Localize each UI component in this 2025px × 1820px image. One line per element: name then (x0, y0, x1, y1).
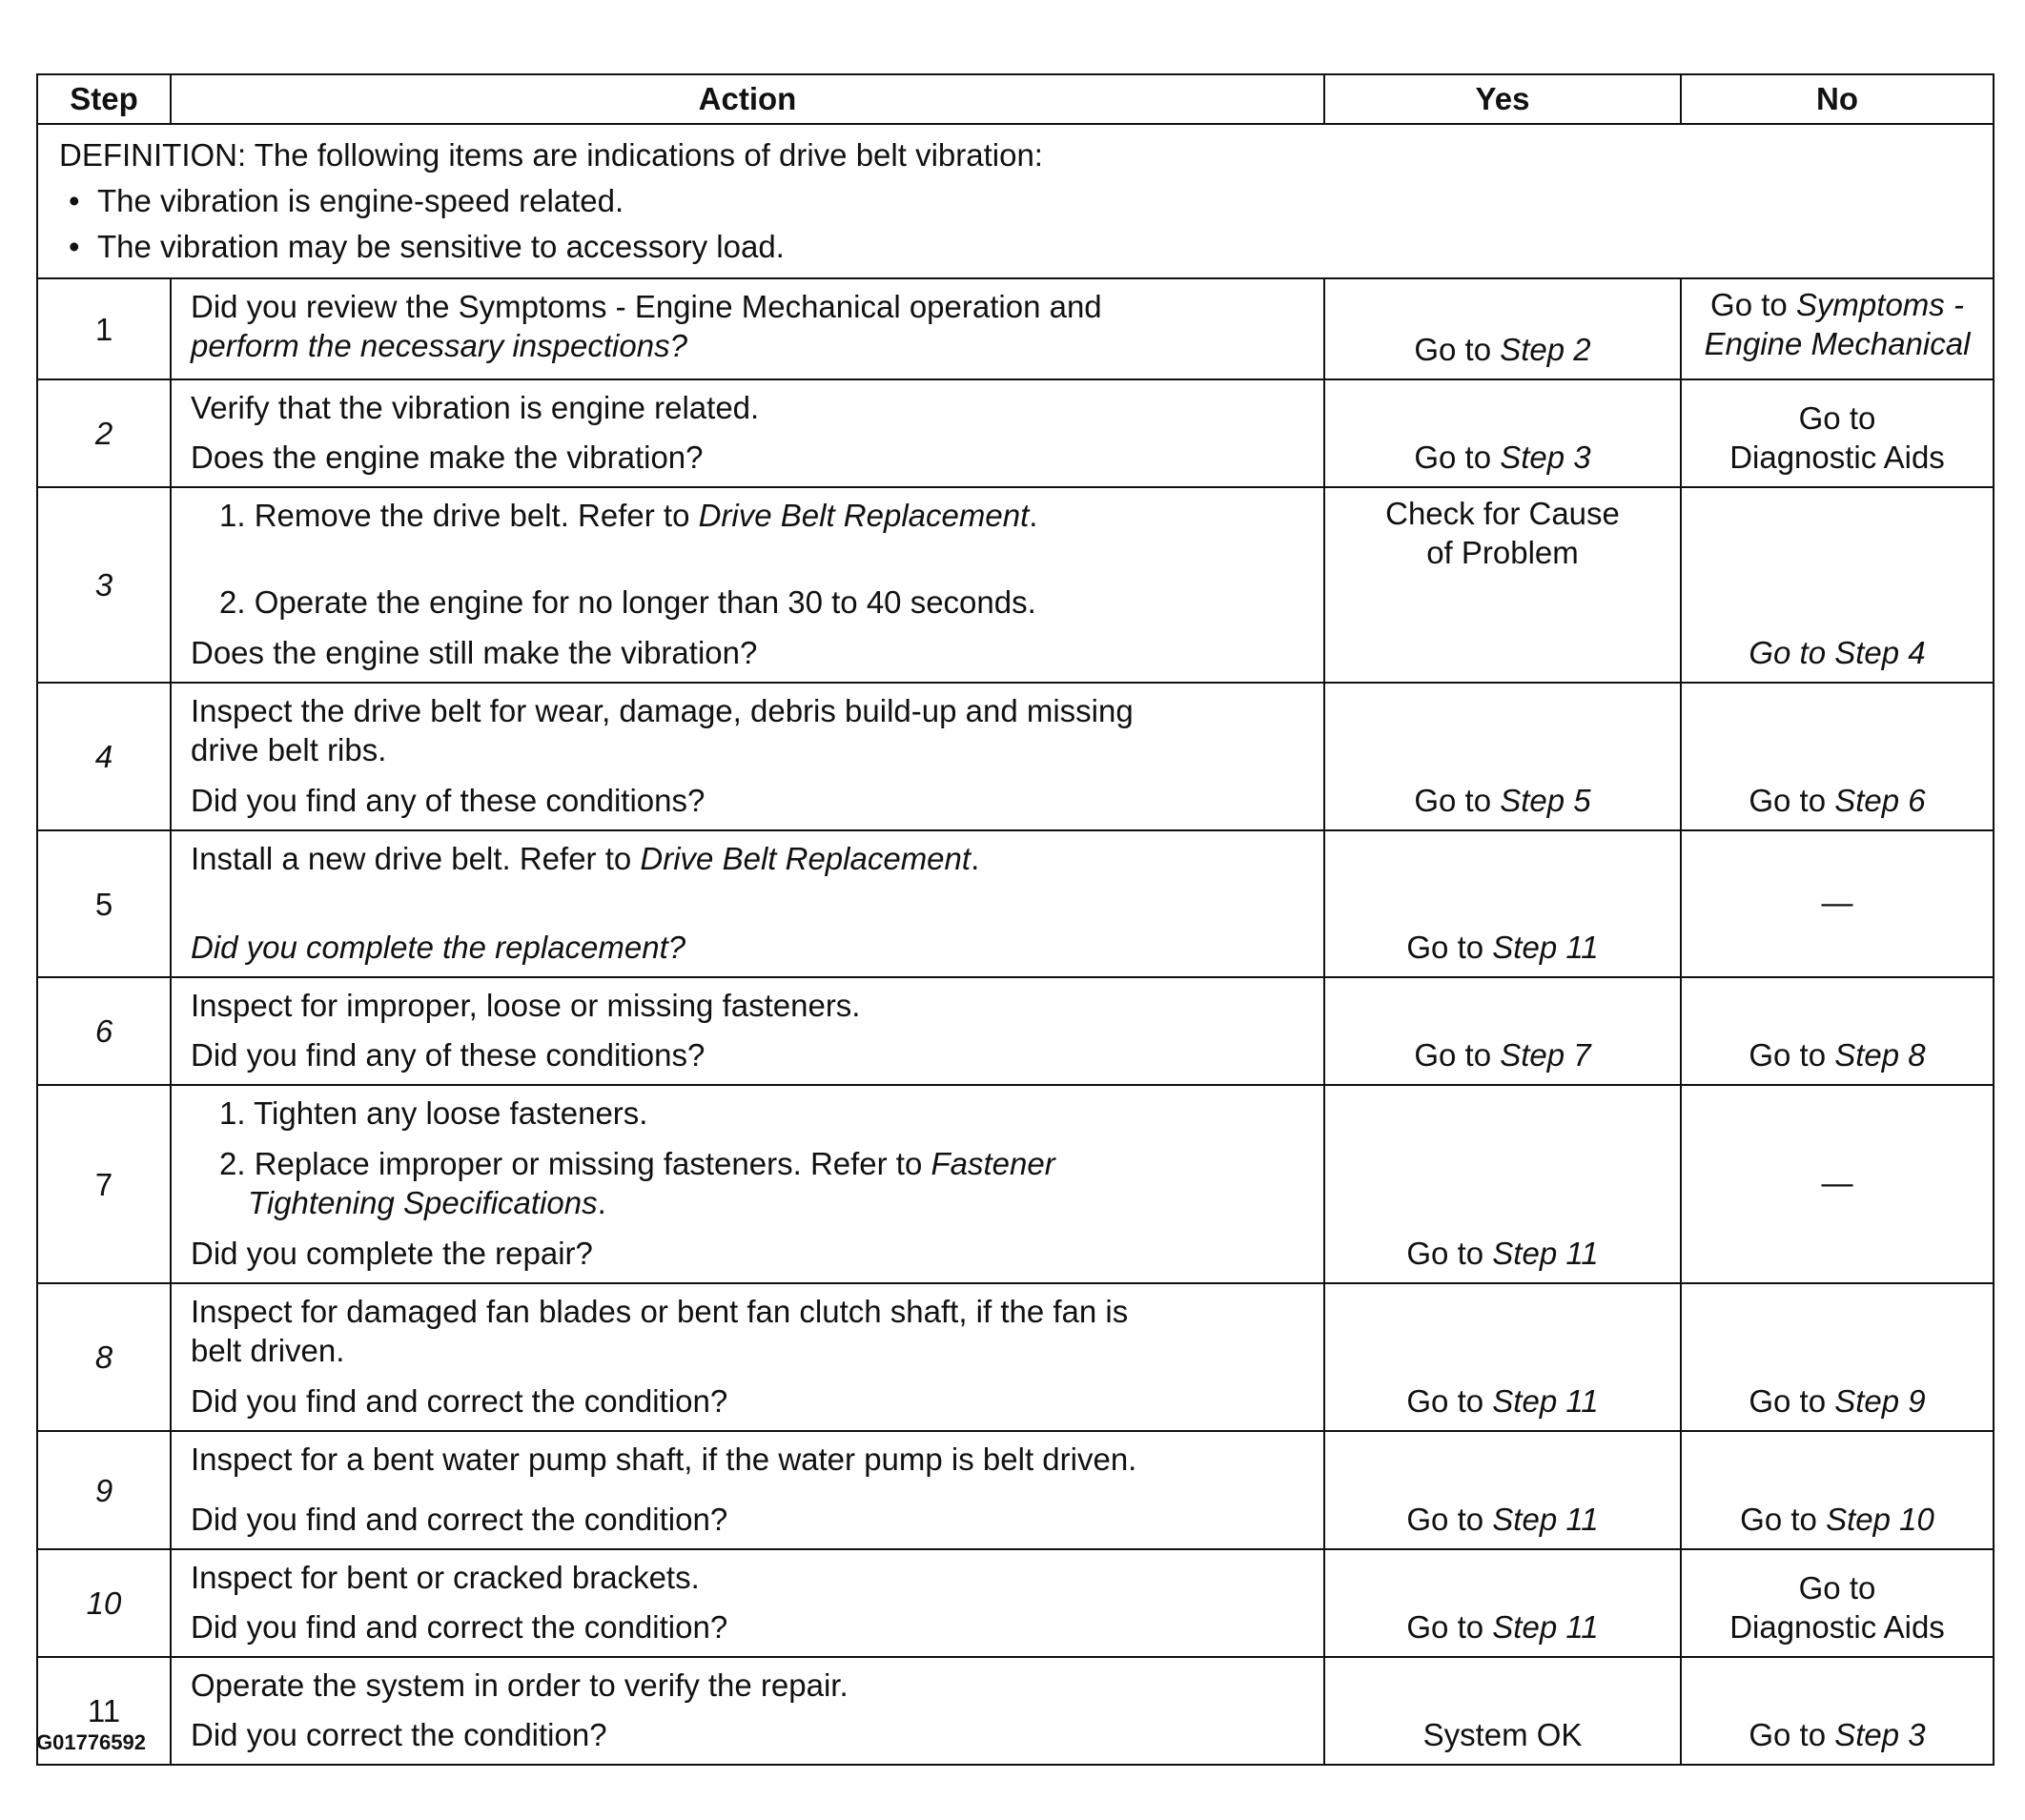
table-row (37, 1431, 1994, 1549)
table-row (37, 487, 1994, 683)
no-prefix: Go to (1749, 783, 1835, 818)
no-cell (1681, 1283, 1994, 1431)
definition-row (37, 124, 1994, 278)
definition-bullet: • The vibration is engine-speed related. (59, 178, 1972, 224)
yes-step-link[interactable]: Step 11 (1492, 1236, 1599, 1271)
yes-prefix: Go to (1406, 1236, 1493, 1271)
action-text: perform the necessary inspections? (191, 328, 687, 363)
action-cell (171, 1283, 1324, 1431)
step-number: 2 (37, 379, 171, 487)
action-question: Did you correct the condition? (191, 1717, 607, 1752)
action-cell (171, 1431, 1324, 1549)
no-prefix: Go to (1749, 1037, 1835, 1073)
action-list-item: 1. Tighten any loose fasteners. (219, 1095, 648, 1131)
no-step-link[interactable]: Step 9 (1834, 1383, 1926, 1419)
no-cell (1681, 1549, 1994, 1657)
step-number: 6 (37, 977, 171, 1085)
no-cell (1681, 683, 1994, 830)
no-cell (1681, 1431, 1994, 1549)
no-prefix: Go to (1710, 287, 1796, 322)
table-row (37, 1283, 1994, 1431)
action-text: belt driven. (191, 1333, 345, 1368)
no-step-link[interactable]: Step 4 (1834, 635, 1926, 670)
yes-cell: System OK (1324, 1657, 1681, 1765)
header-action: Action (171, 74, 1324, 124)
yes-prefix: Go to (1414, 332, 1501, 367)
header-row (37, 74, 1994, 124)
yes-step-link[interactable]: Step 2 (1500, 332, 1591, 367)
action-question: Did you find and correct the condition? (191, 1609, 728, 1645)
yes-cell (1324, 1549, 1681, 1657)
no-prefix: Go to (1749, 635, 1835, 670)
action-text: drive belt ribs. (191, 732, 387, 767)
yes-cell (1324, 1085, 1681, 1283)
table-row (37, 278, 1994, 379)
no-step-link[interactable]: Step 8 (1834, 1037, 1926, 1073)
yes-step-link[interactable]: Step 11 (1492, 1609, 1599, 1645)
step-number: 11 (37, 1657, 171, 1765)
step-number: 10 (37, 1549, 171, 1657)
action-list-item: 1. Remove the drive belt. Refer to Drive Belt Replacement. (219, 498, 1038, 533)
no-symptoms-link[interactable]: Engine Mechanical (1704, 326, 1971, 361)
yes-step-link[interactable]: Step 11 (1492, 930, 1599, 965)
yes-step-link[interactable]: Step 11 (1492, 1502, 1599, 1537)
action-text: Did you review the Symptoms - Engine Mechanical operation and (191, 289, 1102, 324)
yes-cell (1324, 487, 1681, 683)
action-cell (171, 1085, 1324, 1283)
no-step-link[interactable]: Step 10 (1826, 1502, 1934, 1537)
action-cell: Install a new drive belt. Refer to Drive Belt Replacement. Did you complete the replacement? (171, 830, 1324, 977)
yes-cell (1324, 830, 1681, 977)
yes-cell (1324, 683, 1681, 830)
definition-text: DEFINITION: The following items are indications of drive belt vibration: (59, 137, 1043, 173)
no-symptoms-link[interactable]: Symptoms - (1795, 287, 1964, 322)
action-cell (171, 1657, 1324, 1765)
procedure-link[interactable]: Fastener (931, 1146, 1055, 1181)
procedure-link[interactable]: Drive Belt Replacement (698, 498, 1030, 533)
no-diagnostic-aids-link[interactable]: Diagnostic Aids (1729, 1609, 1945, 1645)
yes-cell (1324, 1431, 1681, 1549)
action-cell (171, 683, 1324, 830)
yes-step-link[interactable]: Step 5 (1500, 783, 1591, 818)
no-cell (1681, 977, 1994, 1085)
action-cell (171, 487, 1324, 683)
step-number: 7 (37, 1085, 171, 1283)
action-text: Inspect for a bent water pump shaft, if the water pump is belt driven. (191, 1442, 1137, 1477)
no-cell (1681, 379, 1994, 487)
no-step-link[interactable]: Step 6 (1834, 783, 1926, 818)
yes-prefix: Go to (1406, 1383, 1493, 1419)
yes-text: Check for Cause (1385, 496, 1620, 531)
action-cell (171, 1549, 1324, 1657)
yes-cell (1324, 379, 1681, 487)
no-cell: — (1681, 1085, 1994, 1283)
table-row (37, 977, 1994, 1085)
table-row (37, 683, 1994, 830)
action-question: Did you find and correct the condition? (191, 1383, 728, 1419)
action-text: Verify that the vibration is engine related. (191, 390, 760, 425)
table-row (37, 379, 1994, 487)
no-cell: — (1681, 830, 1994, 977)
action-question: Did you complete the repair? (191, 1236, 593, 1271)
action-cell (171, 977, 1324, 1085)
yes-prefix: Go to (1406, 1609, 1493, 1645)
action-text: Inspect for improper, loose or missing fasteners. (191, 988, 861, 1023)
diagnostic-table-page (36, 73, 1993, 1766)
no-prefix: Go to (1740, 1502, 1827, 1537)
yes-step-link[interactable]: Step 7 (1500, 1037, 1591, 1073)
yes-prefix: Go to (1414, 1037, 1501, 1073)
no-text: Go to (1798, 400, 1876, 436)
header-no: No (1681, 74, 1994, 124)
yes-step-link[interactable]: Step 3 (1500, 440, 1591, 475)
action-question: Did you find and correct the condition? (191, 1502, 728, 1537)
step-number: 5 (37, 830, 171, 977)
action-text: Inspect the drive belt for wear, damage, debris build-up and missing (191, 693, 1134, 728)
definition-cell (37, 124, 1994, 278)
no-cell (1681, 487, 1994, 683)
yes-prefix: Go to (1406, 930, 1493, 965)
no-prefix: Go to (1749, 1383, 1835, 1419)
no-text: Go to (1798, 1570, 1876, 1605)
step-number: 1 (37, 278, 171, 379)
yes-step-link[interactable]: Step 11 (1492, 1383, 1599, 1419)
yes-cell (1324, 1283, 1681, 1431)
table-row (37, 1085, 1994, 1283)
no-step-link[interactable]: Step 3 (1834, 1717, 1926, 1752)
drive-belt-vibration-table (36, 73, 1994, 1766)
action-question: Did you find any of these conditions? (191, 783, 706, 818)
yes-prefix: Go to (1406, 1502, 1493, 1537)
action-text: Install a new drive belt. Refer to (191, 841, 641, 876)
no-cell (1681, 1657, 1994, 1765)
action-question: Did you complete the replacement? (191, 930, 686, 965)
step-number: 4 (37, 683, 171, 830)
table-row (37, 1549, 1994, 1657)
yes-text: of Problem (1426, 535, 1579, 570)
no-diagnostic-aids-link[interactable]: Diagnostic Aids (1729, 440, 1945, 475)
procedure-link[interactable]: Tightening Specifications (248, 1185, 598, 1220)
action-text: Operate the system in order to verify the repair. (191, 1667, 849, 1703)
step-number: 9 (37, 1431, 171, 1549)
no-cell (1681, 278, 1994, 379)
action-text: Inspect for bent or cracked brackets. (191, 1560, 700, 1595)
yes-prefix: Go to (1414, 783, 1501, 818)
action-question: Does the engine still make the vibration? (191, 635, 758, 670)
step-number: 3 (37, 487, 171, 683)
yes-cell (1324, 278, 1681, 379)
table-row (37, 1657, 1994, 1765)
action-text: Inspect for damaged fan blades or bent fan clutch shaft, if the fan is (191, 1294, 1129, 1329)
yes-cell (1324, 977, 1681, 1085)
no-prefix: Go to (1749, 1717, 1835, 1752)
figure-id: G01776592 (36, 1730, 146, 1754)
yes-prefix: Go to (1414, 440, 1501, 475)
action-list-item: 2. Operate the engine for no longer than 30 to 40 seconds. (219, 584, 1036, 620)
header-yes: Yes (1324, 74, 1681, 124)
procedure-link[interactable]: Drive Belt Replacement (640, 841, 972, 876)
action-cell (171, 379, 1324, 487)
action-question: Did you find any of these conditions? (191, 1037, 706, 1073)
definition-bullet: • The vibration may be sensitive to accessory load. (59, 224, 1972, 270)
header-step: Step (37, 74, 171, 124)
action-question: Does the engine make the vibration? (191, 440, 704, 475)
action-cell (171, 278, 1324, 379)
table-row (37, 830, 1994, 977)
action-list-item: 2. Replace improper or missing fasteners. Refer to Fastener Tightening Specifications. (219, 1146, 1055, 1220)
step-number: 8 (37, 1283, 171, 1431)
